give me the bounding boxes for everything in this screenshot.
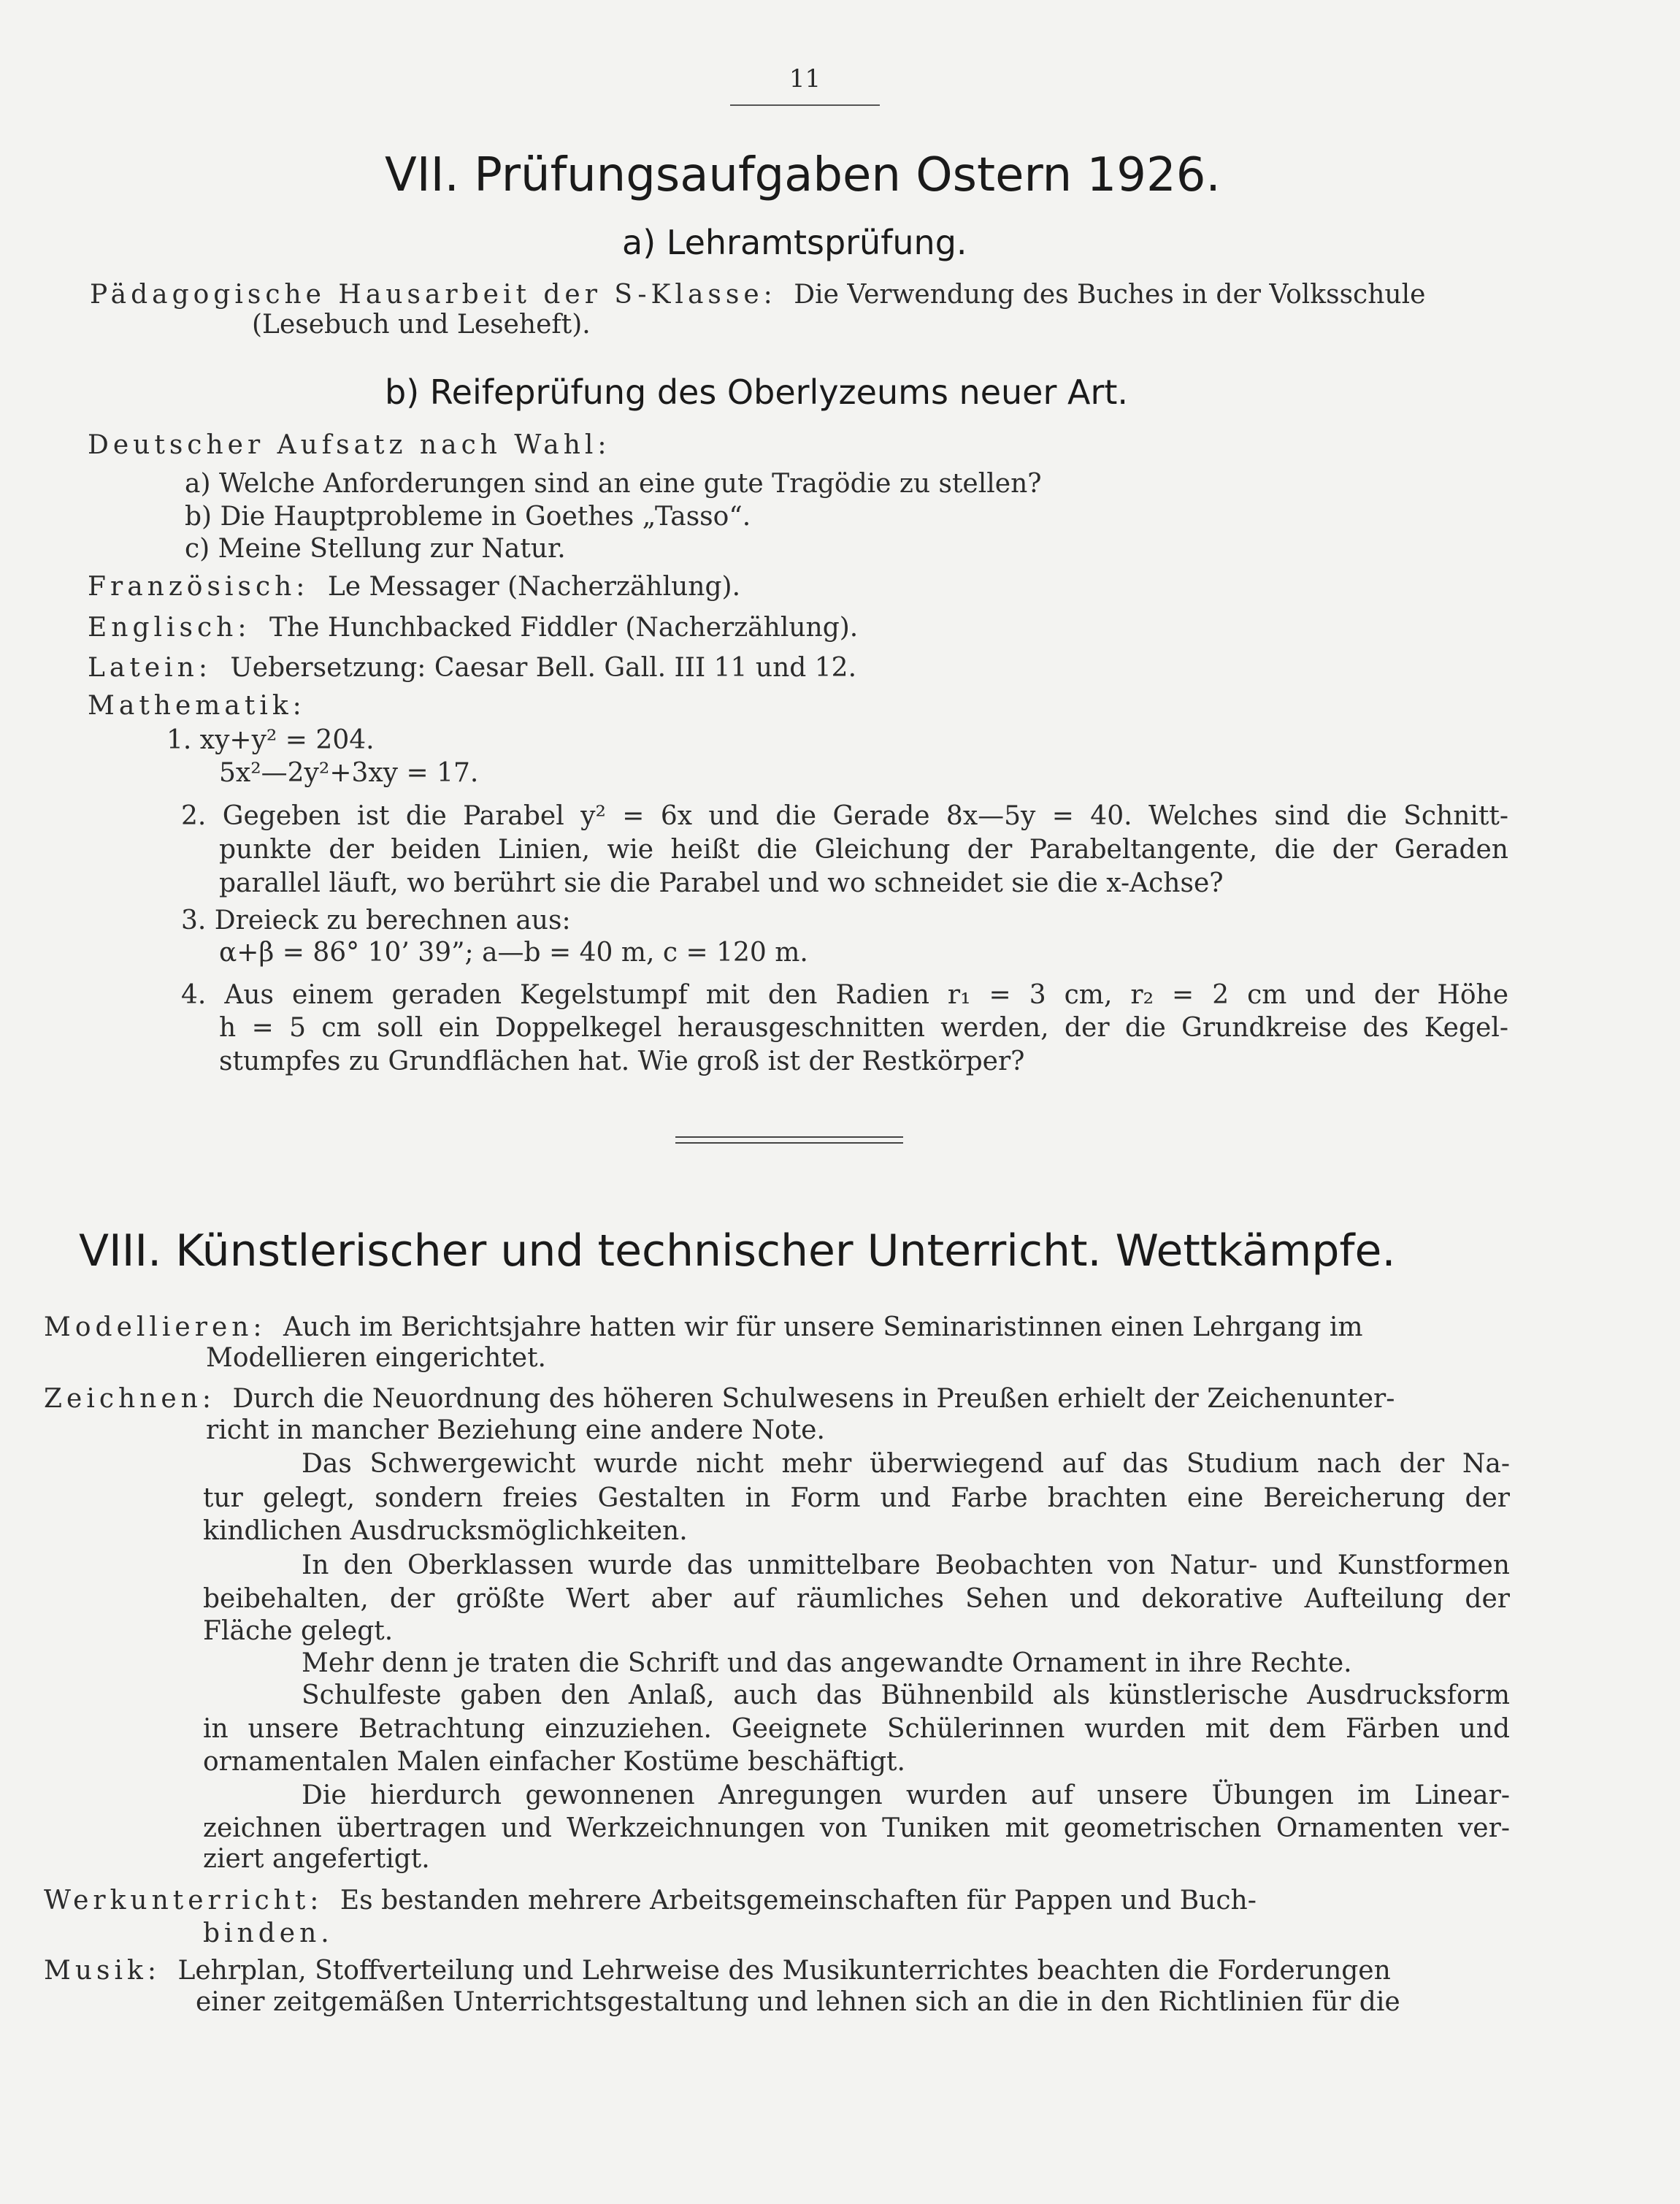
werkunterricht-line1: [44, 1885, 1511, 1917]
modellieren-text1: Auch im Berichtsjahre hatten wir für unsere Seminaristinnen einen Lehrgang im: [283, 1312, 1363, 1342]
musik-text1: Lehrplan, Stoffverteilung und Lehrweise des Musikunterrichtes beachten die Forderungen: [177, 1956, 1391, 1986]
section8-title: VIII. Künstlerischer und technischer Unterricht. Wettkämpfe.: [79, 1225, 1396, 1277]
modellieren-line1: [44, 1312, 1511, 1344]
zeichnen-line7: beibehalten, der größte Wert aber auf räumliches Sehen und dekorative Aufteilung der: [203, 1584, 1510, 1614]
math-task4-line3: stumpfes zu Grundflächen hat. Wie groß ist der Restkörper?: [219, 1046, 1025, 1076]
section7-a-title: a) Lehramtsprüfung.: [622, 223, 967, 262]
latein-label: Latein:: [88, 653, 212, 683]
math-task3-line1: 3. Dreieck zu berechnen aus:: [181, 906, 571, 935]
werkunterricht-line2: binden.: [203, 1918, 334, 1948]
math-task2-line2: punkte der beiden Linien, wie heißt die Gleichung der Parabeltangente, die der Geraden: [219, 835, 1508, 865]
math-task2-line3: parallel läuft, wo berührt sie die Parabel und wo schneidet sie die x-Achse?: [219, 868, 1224, 898]
zeichnen-line14: zeichnen übertragen und Werkzeichnungen von Tuniken mit geometrischen Ornamenten ver-: [203, 1813, 1510, 1843]
hausarbeit-label: Pädagogische Hausarbeit der S-Klasse:: [90, 280, 777, 310]
werkunterricht-label: Werkunterricht:: [44, 1886, 323, 1916]
zeichnen-line3: Das Schwergewicht wurde nicht mehr überwiegend auf das Studium nach der Na-: [302, 1449, 1510, 1479]
franz-text: Le Messager (Nacherzählung).: [327, 572, 741, 602]
franz-line: [88, 571, 740, 603]
page-number-rule: [730, 104, 880, 106]
hausarbeit-text1: Die Verwendung des Buches in der Volksschule: [794, 280, 1426, 310]
section-divider-top: [675, 1136, 903, 1138]
zeichnen-line5: kindlichen Ausdrucksmöglichkeiten.: [203, 1516, 688, 1546]
musik-label: Musik:: [44, 1956, 161, 1986]
zeichnen-line10: Schulfeste gaben den Anlaß, auch das Bühnenbild als künstlerische Ausdrucksform: [302, 1680, 1510, 1710]
zeichnen-label: Zeichnen:: [44, 1384, 215, 1414]
deutsch-item-c: c) Meine Stellung zur Natur.: [185, 534, 566, 564]
zeichnen-line13: Die hierdurch gewonnenen Anregungen wurden auf unsere Übungen im Linear-: [302, 1780, 1510, 1810]
math-task1-line2: 5x²—2y²+3xy = 17.: [219, 758, 479, 788]
math-task4-line1: 4. Aus einem geraden Kegelstumpf mit den Radien r₁ = 3 cm, r₂ = 2 cm und der Höhe: [181, 980, 1508, 1010]
hausarbeit-line1: [90, 279, 1510, 311]
modellieren-line2: Modellieren eingerichtet.: [206, 1343, 546, 1373]
latein-line: [88, 652, 856, 684]
zeichnen-line1: [44, 1383, 1395, 1415]
deutsch-item-b: b) Die Hauptprobleme in Goethes „Tasso“.: [185, 502, 751, 532]
section7-title: VII. Prüfungsaufgaben Ostern 1926.: [385, 148, 1221, 202]
zeichnen-line15: ziert angefertigt.: [203, 1844, 430, 1874]
hausarbeit-line2: (Lesebuch und Leseheft).: [252, 310, 591, 340]
math-task3-line2: α+β = 86° 10’ 39”; a—b = 40 m, c = 120 m.: [219, 938, 808, 968]
math-task1-line1: 1. xy+y² = 204.: [166, 725, 375, 755]
engl-text: The Hunchbacked Fiddler (Nacherzählung).: [269, 613, 859, 643]
werkunterricht-text1: Es bestanden mehrere Arbeitsgemeinschaften für Pappen und Buch-: [340, 1886, 1257, 1916]
engl-line: [88, 612, 858, 644]
zeichnen-line11: in unsere Betrachtung einzuziehen. Geeignete Schülerinnen wurden mit dem Färben und: [203, 1714, 1510, 1744]
musik-line1: [44, 1955, 1391, 1987]
zeichnen-line2: richt in mancher Beziehung eine andere Note.: [206, 1415, 825, 1445]
latein-text: Uebersetzung: Caesar Bell. Gall. III 11 und 12.: [230, 653, 857, 683]
modellieren-label: Modellieren:: [44, 1312, 266, 1342]
math-task4-line2: h = 5 cm soll ein Doppelkegel herausgeschnitten werden, der die Grundkreise des Kegel-: [219, 1013, 1508, 1043]
zeichnen-line12: ornamentalen Malen einfacher Kostüme beschäftigt.: [203, 1747, 905, 1777]
section-divider-bottom: [675, 1142, 903, 1144]
musik-line2: einer zeitgemäßen Unterrichtsgestaltung und lehnen sich an die in den Richtlinien für die: [196, 1987, 1400, 2017]
mathe-label: Mathematik:: [88, 691, 306, 721]
zeichnen-line4: tur gelegt, sondern freies Gestalten in Form und Farbe brachten eine Bereicherung der: [203, 1483, 1510, 1513]
franz-label: Französisch:: [88, 572, 310, 602]
math-task2-line1: 2. Gegeben ist die Parabel y² = 6x und die Gerade 8x—5y = 40. Welches sind die Schnitt-: [181, 801, 1508, 831]
zeichnen-line6: In den Oberklassen wurde das unmittelbare Beobachten von Natur- und Kunstformen: [302, 1550, 1510, 1580]
section7-b-title: b) Reifeprüfung des Oberlyzeums neuer Art.: [385, 372, 1129, 412]
page-number: 11: [789, 64, 821, 93]
deutsch-item-a: a) Welche Anforderungen sind an eine gute Tragödie zu stellen?: [185, 469, 1042, 499]
deutsch-label: Deutscher Aufsatz nach Wahl:: [88, 430, 611, 460]
engl-label: Englisch:: [88, 613, 251, 643]
zeichnen-text1: Durch die Neuordnung des höheren Schulwesens in Preußen erhielt der Zeichenunter-: [232, 1384, 1395, 1414]
zeichnen-line9: Mehr denn je traten die Schrift und das angewandte Ornament in ihre Rechte.: [302, 1648, 1352, 1678]
zeichnen-line8: Fläche gelegt.: [203, 1616, 394, 1646]
